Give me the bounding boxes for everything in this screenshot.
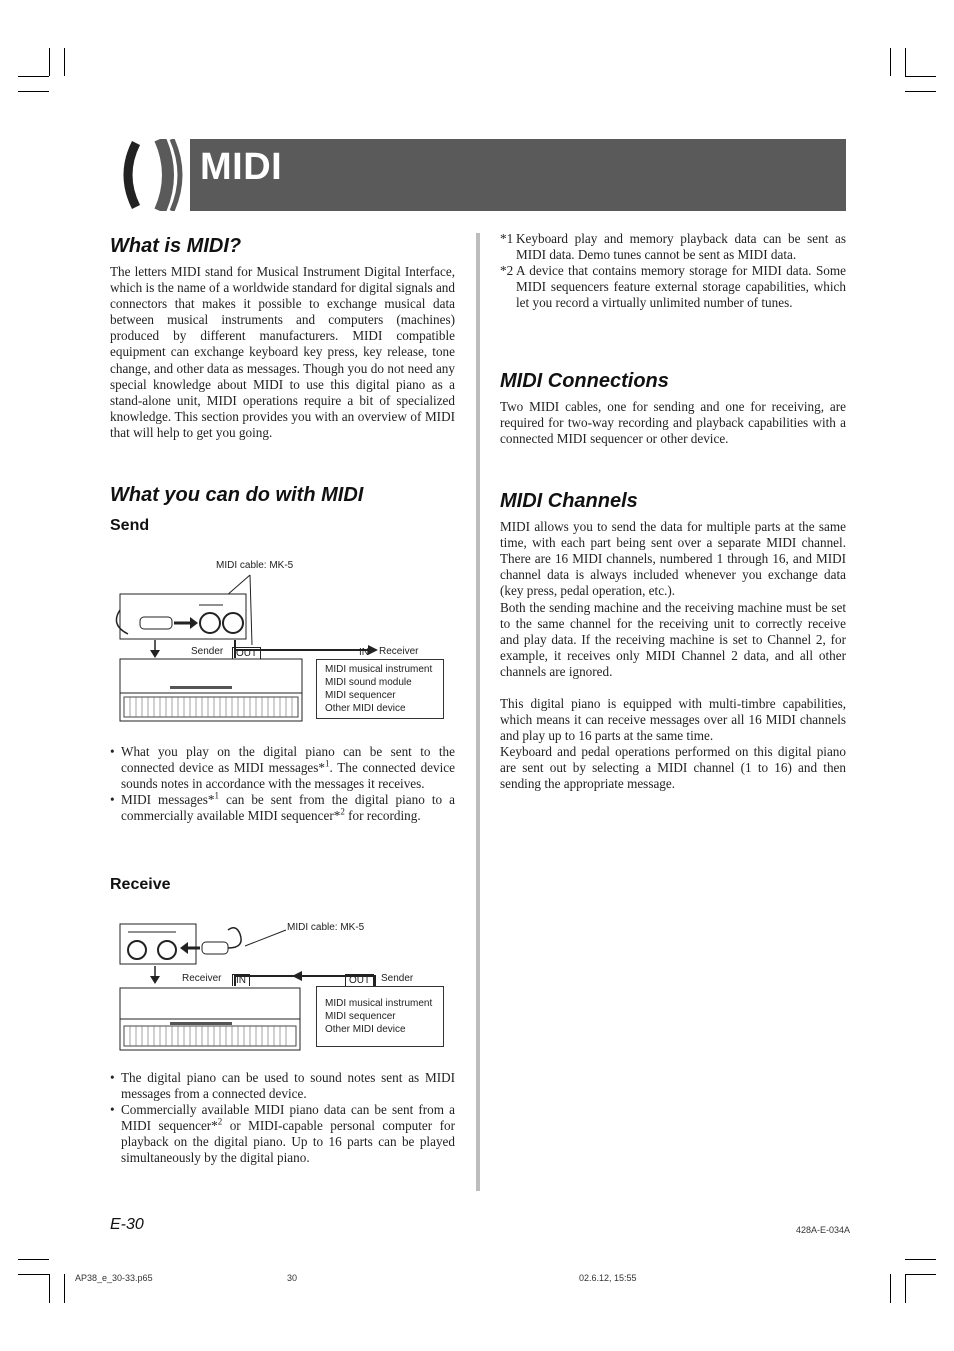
file-page: 30: [287, 1273, 298, 1283]
what-you-can-do-heading: What you can do with MIDI: [110, 484, 364, 506]
midi-channels-para3: This digital piano is equipped with multi-timbre capabilities, which means it can receive messages over all 16 MIDI channels and play up to 16 parts at the same time.: [500, 696, 846, 744]
list-item: • Commercially available MIDI piano data can be sent from a MIDI sequencer*$^2$ or MIDI-capable personal computer for playback on the digital piano. Up to 16 parts can be played simultaneously by the digital piano.: [110, 1102, 455, 1166]
device-item: Other MIDI device: [325, 703, 406, 714]
receive-sender-label: Sender: [381, 973, 414, 984]
send-receiver-label: Receiver: [379, 646, 419, 657]
midi-connections-heading: MIDI Connections: [500, 370, 669, 392]
device-item: MIDI musical instrument: [325, 664, 433, 675]
send-cable-label: MIDI cable: MK-5: [216, 560, 294, 571]
midi-connections-text: Two MIDI cables, one for sending and one for receiving, are required for two-way recording and playback capabilities with a connected MIDI sequencer or other device.: [500, 399, 846, 447]
receive-heading: Receive: [110, 876, 171, 893]
footnote-item: *2 A device that contains memory storage for MIDI data. Some MIDI sequencers feature external storage capabilities, which let you record a virtually unlimited number of tunes.: [500, 263, 846, 310]
column-divider: [476, 233, 480, 1191]
footnote-item: *1 Keyboard play and memory playback data can be sent as MIDI data. Demo tunes cannot be sent as MIDI data.: [500, 231, 846, 262]
send-sender-label: Sender: [191, 646, 224, 657]
page-title: MIDI: [200, 146, 283, 188]
footnote-list: [500, 231, 846, 311]
receive-bullet-list: [110, 1070, 455, 1166]
send-out-port-label: OUT: [232, 647, 261, 659]
receive-receiver-label: Receiver: [182, 973, 222, 984]
device-item: MIDI sequencer: [325, 1011, 396, 1022]
midi-channels-para4: Keyboard and pedal operations performed on this digital piano are sent out by selecting a MIDI channel (1 to 16) and then sending the appropriate message.: [500, 744, 846, 792]
send-bullet-list: [110, 744, 455, 824]
device-item: MIDI sequencer: [325, 690, 396, 701]
doc-code: 428A-E-034A: [796, 1225, 851, 1235]
receive-cable-label: MIDI cable: MK-5: [287, 922, 365, 933]
page-number: E-30: [110, 1216, 144, 1233]
receive-out-port-label: OUT: [345, 974, 374, 986]
timestamp: 02.6.12, 15:55: [579, 1273, 637, 1283]
list-item: • MIDI messages*$^1$ can be sent from the digital piano to a commercially available MIDI sequencer*$^2$ for recording.: [110, 792, 455, 824]
device-item: MIDI sound module: [325, 677, 412, 688]
midi-channels-heading: MIDI Channels: [500, 490, 638, 512]
device-item: Other MIDI device: [325, 1024, 406, 1035]
what-is-midi-text: The letters MIDI stand for Musical Instrument Digital Interface, which is the name of a worldwide standard for digital signals and connectors that makes it possible to exchange musical data between musical instruments and computers (machines) produced by different manufacturers. MIDI compatible equipment can exchange keyboard key press, key release, tone change, and other data as messages. Though you do not need any special knowledge about MIDI to use this digital piano as a stand-alone unit, MIDI operations require a bit of specialized knowledge. This section provides you with an overview of MIDI that will help to get you going.: [110, 264, 455, 440]
send-device-list: [316, 659, 444, 719]
list-item: • What you play on the digital piano can be sent to the connected device as MIDI messages*$^1$. The connected device sounds notes in accordance with the messages it receives.: [110, 744, 455, 792]
send-heading: Send: [110, 517, 150, 534]
receive-device-list: [316, 986, 444, 1047]
receive-in-port-label: IN: [232, 974, 250, 986]
midi-channels-para1: MIDI allows you to send the data for multiple parts at the same time, with each part being sent over a separate MIDI channel. There are 16 MIDI channels, numbered 1 through 16, and MIDI channel data is always included whenever you exchange data (key press, pedal operation, etc.).: [500, 519, 846, 599]
what-is-midi-heading: What is MIDI?: [110, 235, 242, 257]
file-name: AP38_e_30-33.p65: [75, 1273, 153, 1283]
midi-channels-para2: Both the sending machine and the receiving machine must be set to the same channel for the receiving unit to correctly receive and play data. If the receiving machine is set to Channel 2, for example, it receives only MIDI Channel 2 data, and all other channels are ignored.: [500, 600, 846, 680]
banner-bracket-graphic: [110, 139, 200, 211]
send-in-port-label: IN: [359, 647, 369, 658]
list-item: • The digital piano can be used to sound notes sent as MIDI messages from a connected device.: [110, 1070, 455, 1102]
device-item: MIDI musical instrument: [325, 998, 433, 1009]
